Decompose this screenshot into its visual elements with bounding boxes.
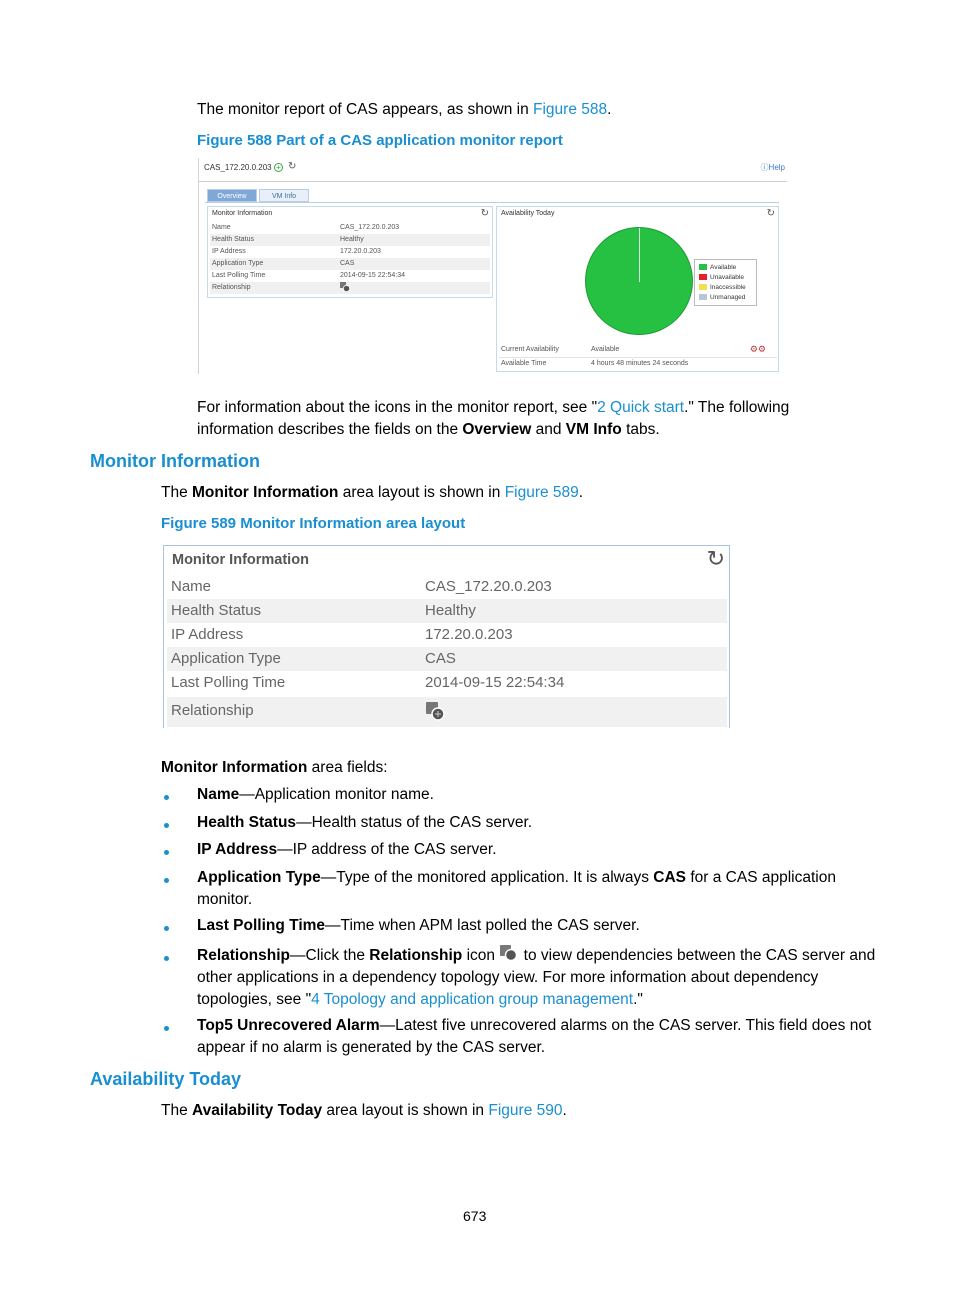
panel-title: Monitor Information: [172, 552, 309, 568]
monitor-information-panel: [207, 206, 493, 298]
legend-item: Inaccessible: [699, 283, 746, 293]
refresh-icon[interactable]: ↻: [480, 208, 489, 219]
panel-title: Availability Today: [501, 210, 555, 217]
table-row: IP Address 172.20.0.203: [171, 626, 513, 643]
fields-intro: Monitor Information area fields:: [161, 759, 388, 776]
legend-swatch: [699, 274, 707, 280]
figure-589-link[interactable]: Figure 589: [504, 484, 579, 501]
tab-vm-info[interactable]: VM Info: [259, 189, 309, 202]
list-item: Name—Application monitor name.: [197, 786, 434, 803]
help-link[interactable]: ⓘHelp: [760, 163, 785, 172]
quick-start-link[interactable]: 2 Quick start: [597, 399, 685, 416]
tab-overview[interactable]: Overview: [207, 189, 257, 202]
bullet-dot: [164, 795, 169, 800]
table-row: IP Address 172.20.0.203: [212, 248, 381, 255]
add-icon[interactable]: +: [274, 163, 283, 172]
table-row: Health Status Healthy: [167, 599, 727, 623]
availability-pie-chart: [585, 227, 693, 335]
bullet-dot: [164, 878, 169, 883]
figure-588-screenshot: [198, 158, 786, 374]
table-row: Name CAS_172.20.0.203: [212, 224, 400, 231]
bullet-dot: [164, 926, 169, 931]
app-title: CAS_172.20.0.203: [204, 163, 272, 172]
relationship-icon[interactable]: [425, 697, 445, 725]
table-row: Name CAS_172.20.0.203: [171, 578, 552, 595]
bullet-dot: [164, 850, 169, 855]
bullet-dot: [164, 823, 169, 828]
figure-588-caption: Figure 588 Part of a CAS application monitor report: [197, 132, 563, 149]
table-row: Last Polling Time 2014-09-15 22:54:34: [212, 272, 405, 279]
table-row: Available Time 4 hours 48 minutes 24 seconds: [499, 357, 777, 369]
relationship-icon[interactable]: [340, 282, 350, 297]
figure-588-link[interactable]: Figure 588: [533, 101, 608, 118]
tab-divider: [205, 202, 779, 203]
refresh-icon[interactable]: ↻: [706, 546, 725, 571]
topology-link[interactable]: 4 Topology and application group management: [311, 991, 634, 1008]
app-title-bar: [199, 158, 787, 182]
table-row: Application Type CAS: [167, 647, 727, 671]
legend-swatch: [699, 264, 707, 270]
intro-paragraph: The monitor report of CAS appears, as shown in Figure 588.: [197, 101, 612, 118]
legend-swatch: [699, 284, 707, 290]
figure-590-link[interactable]: Figure 590: [488, 1102, 563, 1119]
section-paragraph: The Availability Today area layout is shown in Figure 590.: [161, 1102, 567, 1119]
help-icon: ⓘ: [760, 163, 769, 172]
table-row: Application Type CAS: [210, 258, 490, 270]
legend-item: Unmanaged: [699, 293, 745, 303]
info-paragraph: For information about the icons in the monitor report, see "2 Quick start." The following information describes the fields on the Overview and VM Info tabs.: [197, 399, 790, 438]
pie-legend: [694, 259, 757, 306]
list-item: Last Polling Time—Time when APM last polled the CAS server.: [197, 917, 640, 934]
table-row: Relationship: [167, 697, 727, 727]
panel-title: Monitor Information: [212, 210, 273, 217]
availability-today-panel: [496, 206, 779, 372]
legend-swatch: [699, 294, 707, 300]
bullet-dot: [164, 956, 169, 961]
table-row: Health Status Healthy: [210, 234, 490, 246]
table-row: Relationship: [210, 282, 490, 294]
bullet-dot: [164, 1026, 169, 1031]
list-item: Relationship—Click the Relationship icon to view dependencies between the CAS server and other applications in a dependency topology view. For more information about dependency topologies, see "4 Topology and application group management.": [197, 947, 876, 1008]
list-item: Top5 Unrecovered Alarm—Latest five unrecovered alarms on the CAS server. This field does not appear if no alarm is generated by the CAS server.: [197, 1017, 872, 1056]
table-row: Current Availability Available: [501, 346, 620, 353]
list-item: IP Address—IP address of the CAS server.: [197, 841, 497, 858]
figure-589-caption: Figure 589 Monitor Information area layout: [161, 515, 466, 532]
section-paragraph: The Monitor Information area layout is shown in Figure 589.: [161, 484, 584, 501]
relationship-icon: [499, 947, 519, 964]
list-item: Application Type—Type of the monitored application. It is always CAS for a CAS application monitor.: [197, 869, 836, 908]
list-item: Health Status—Health status of the CAS server.: [197, 814, 533, 831]
refresh-icon[interactable]: ↻: [288, 161, 297, 172]
refresh-icon[interactable]: ↻: [766, 208, 775, 219]
alarm-icon[interactable]: ⚙⚙: [749, 344, 766, 354]
figure-589-screenshot: [163, 545, 730, 728]
section-heading-availability-today: Availability Today: [90, 1069, 242, 1089]
legend-item: Available: [699, 263, 736, 273]
pie-slice-divider: [639, 228, 640, 282]
legend-item: Unavailable: [699, 273, 744, 283]
table-row: Last Polling Time 2014-09-15 22:54:34: [171, 674, 565, 691]
page-number: 673: [463, 1208, 487, 1224]
section-heading-monitor-information: Monitor Information: [90, 451, 260, 471]
